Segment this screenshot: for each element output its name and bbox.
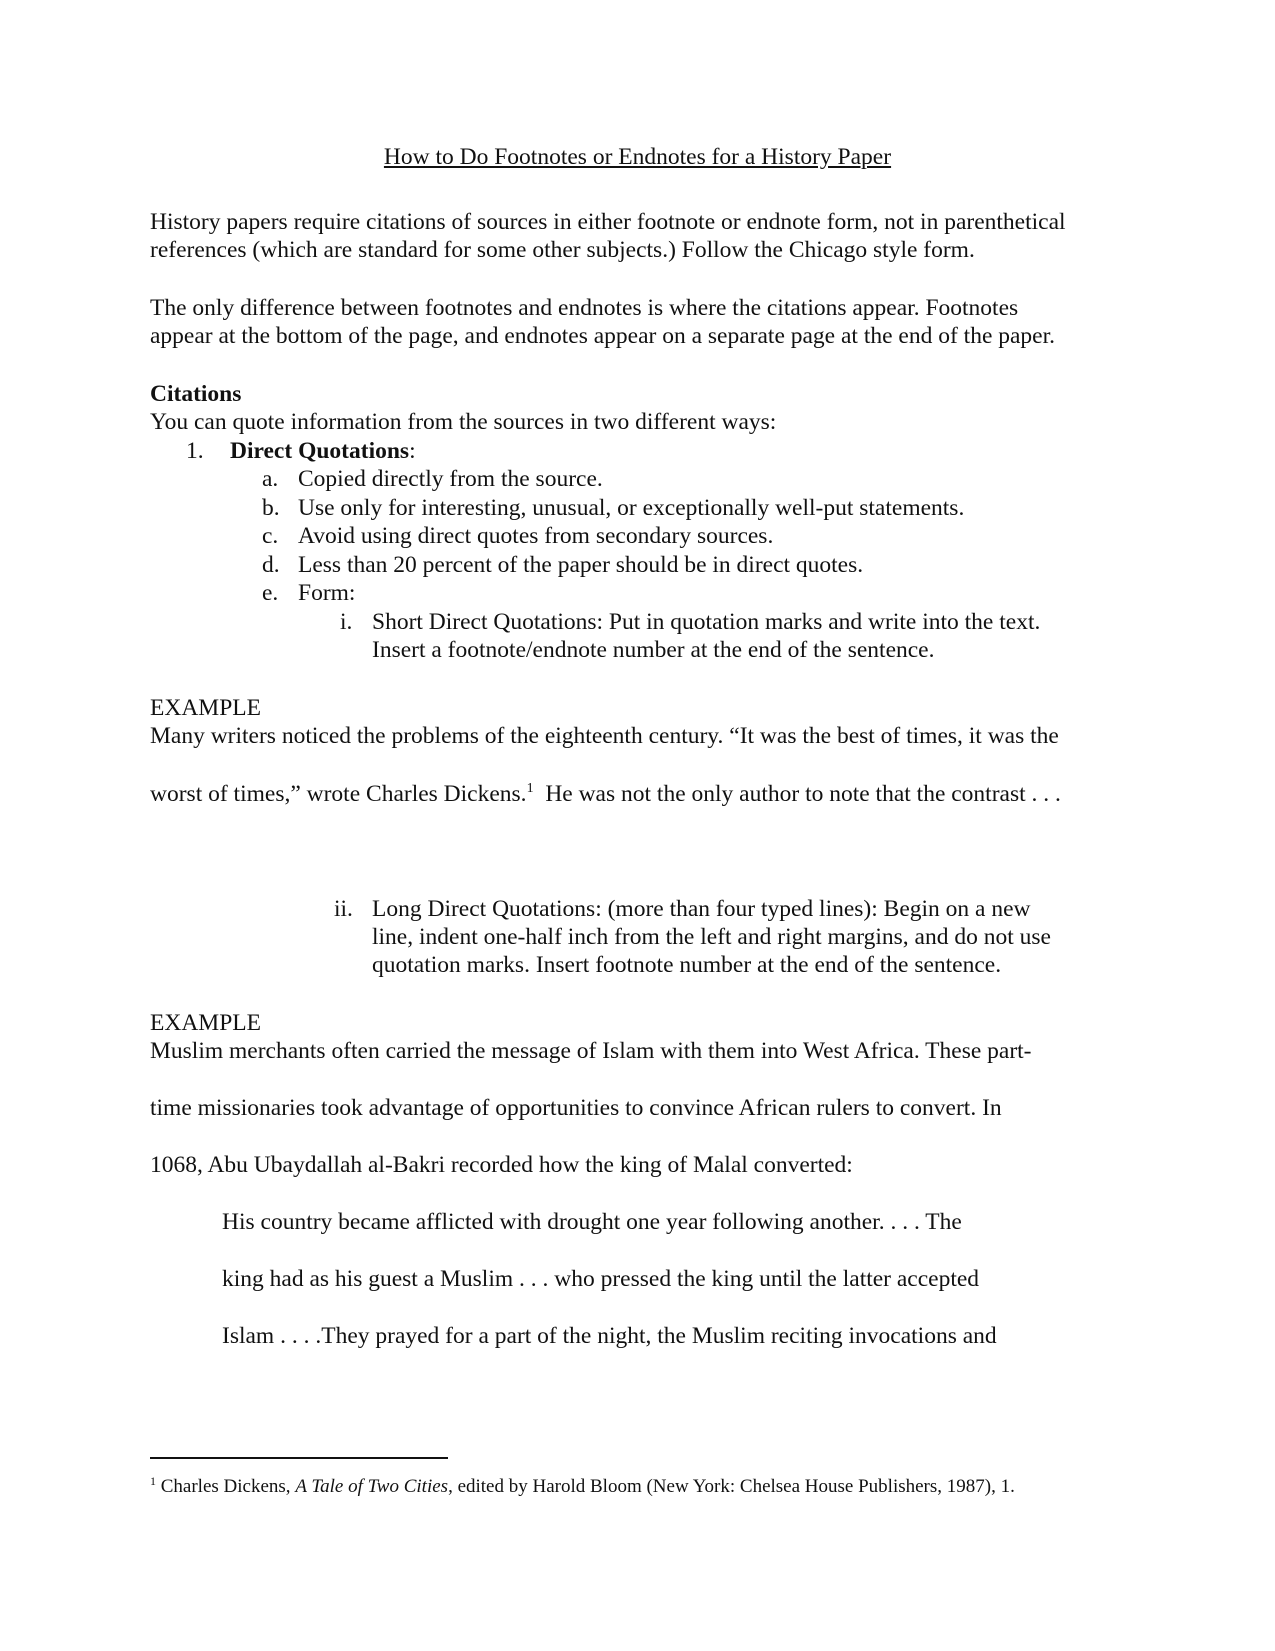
sub-c-text: Avoid using direct quotes from secondary sources. bbox=[298, 523, 774, 549]
footnote-separator bbox=[150, 1457, 448, 1459]
page-title: How to Do Footnotes or Endnotes for a History Paper bbox=[383, 144, 892, 170]
short-quote-number: i. bbox=[340, 609, 353, 635]
example-2-line-3: 1068, Abu Ubaydallah al-Bakri recorded how the king of Malal converted: bbox=[150, 1152, 853, 1178]
footnote-book-title: A Tale of Two Cities bbox=[295, 1476, 449, 1497]
block-quote-line-2: king had as his guest a Muslim . . . who pressed the king until the latter accepted bbox=[222, 1266, 980, 1292]
footnote-reference: 1 bbox=[526, 781, 534, 796]
block-quote-line-3: Islam . . . .They prayed for a part of the night, the Muslim reciting invocations and bbox=[222, 1323, 997, 1349]
example-2-line-1: Muslim merchants often carried the message of Islam with them into West Africa. These part- bbox=[150, 1038, 1032, 1064]
sub-c-letter: c. bbox=[262, 523, 279, 549]
long-quote-number: ii. bbox=[334, 896, 353, 922]
intro-line-1: History papers require citations of sources in either footnote or endnote form, not in parenthetical bbox=[150, 209, 1066, 235]
example-1-line-1: Many writers noticed the problems of the eighteenth century. “It was the best of times, it was the bbox=[150, 723, 1059, 749]
footnote-rest: , edited by Harold Bloom (New York: Chelsea House Publishers, 1987), 1. bbox=[448, 1476, 1015, 1497]
item-1-label: Direct Quotations bbox=[230, 438, 410, 464]
example-1-line-2a: worst of times,” wrote Charles Dickens. bbox=[150, 781, 527, 807]
sub-d-letter: d. bbox=[262, 552, 280, 578]
item-1-number: 1. bbox=[186, 438, 204, 464]
sub-b-letter: b. bbox=[262, 495, 280, 521]
long-quote-line-1: Long Direct Quotations: (more than four typed lines): Begin on a new bbox=[372, 896, 1031, 922]
sub-a-letter: a. bbox=[262, 466, 279, 492]
sub-b-text: Use only for interesting, unusual, or exceptionally well-put statements. bbox=[298, 495, 965, 521]
sub-e-letter: e. bbox=[262, 580, 279, 606]
citations-heading: Citations bbox=[150, 381, 242, 407]
item-1-colon: : bbox=[409, 438, 416, 464]
citations-lead: You can quote information from the sources in two different ways: bbox=[150, 409, 777, 435]
difference-line-1: The only difference between footnotes and endnotes is where the citations appear. Footnotes bbox=[150, 295, 1019, 321]
block-quote-line-1: His country became afflicted with drought one year following another. . . . The bbox=[222, 1209, 962, 1235]
example-2-line-2: time missionaries took advantage of opportunities to convince African rulers to convert. In bbox=[150, 1095, 1002, 1121]
difference-line-2: appear at the bottom of the page, and endnotes appear on a separate page at the end of the paper. bbox=[150, 323, 1056, 349]
short-quote-line-1: Short Direct Quotations: Put in quotation marks and write into the text. bbox=[372, 609, 1041, 635]
footnote-author: Charles Dickens, bbox=[156, 1476, 296, 1497]
sub-a-text: Copied directly from the source. bbox=[298, 466, 603, 492]
example-2-label: EXAMPLE bbox=[150, 1010, 261, 1036]
sub-d-text: Less than 20 percent of the paper should be in direct quotes. bbox=[298, 552, 864, 578]
short-quote-line-2: Insert a footnote/endnote number at the end of the sentence. bbox=[372, 637, 935, 663]
intro-line-2: references (which are standard for some other subjects.) Follow the Chicago style form. bbox=[150, 237, 975, 263]
example-1-line-2b: He was not the only author to note that the contrast . . . bbox=[533, 781, 1061, 807]
example-1-label: EXAMPLE bbox=[150, 695, 261, 721]
example-1-line-2 bbox=[150, 780, 1061, 808]
sub-e-text: Form: bbox=[298, 580, 356, 606]
long-quote-line-2: line, indent one-half inch from the left and right margins, and do not use bbox=[372, 924, 1051, 950]
item-1-heading bbox=[230, 437, 416, 465]
long-quote-line-3: quotation marks. Insert footnote number at the end of the sentence. bbox=[372, 952, 1002, 978]
footnote bbox=[150, 1473, 1015, 1501]
footnote-number: 1 bbox=[150, 1474, 156, 1488]
